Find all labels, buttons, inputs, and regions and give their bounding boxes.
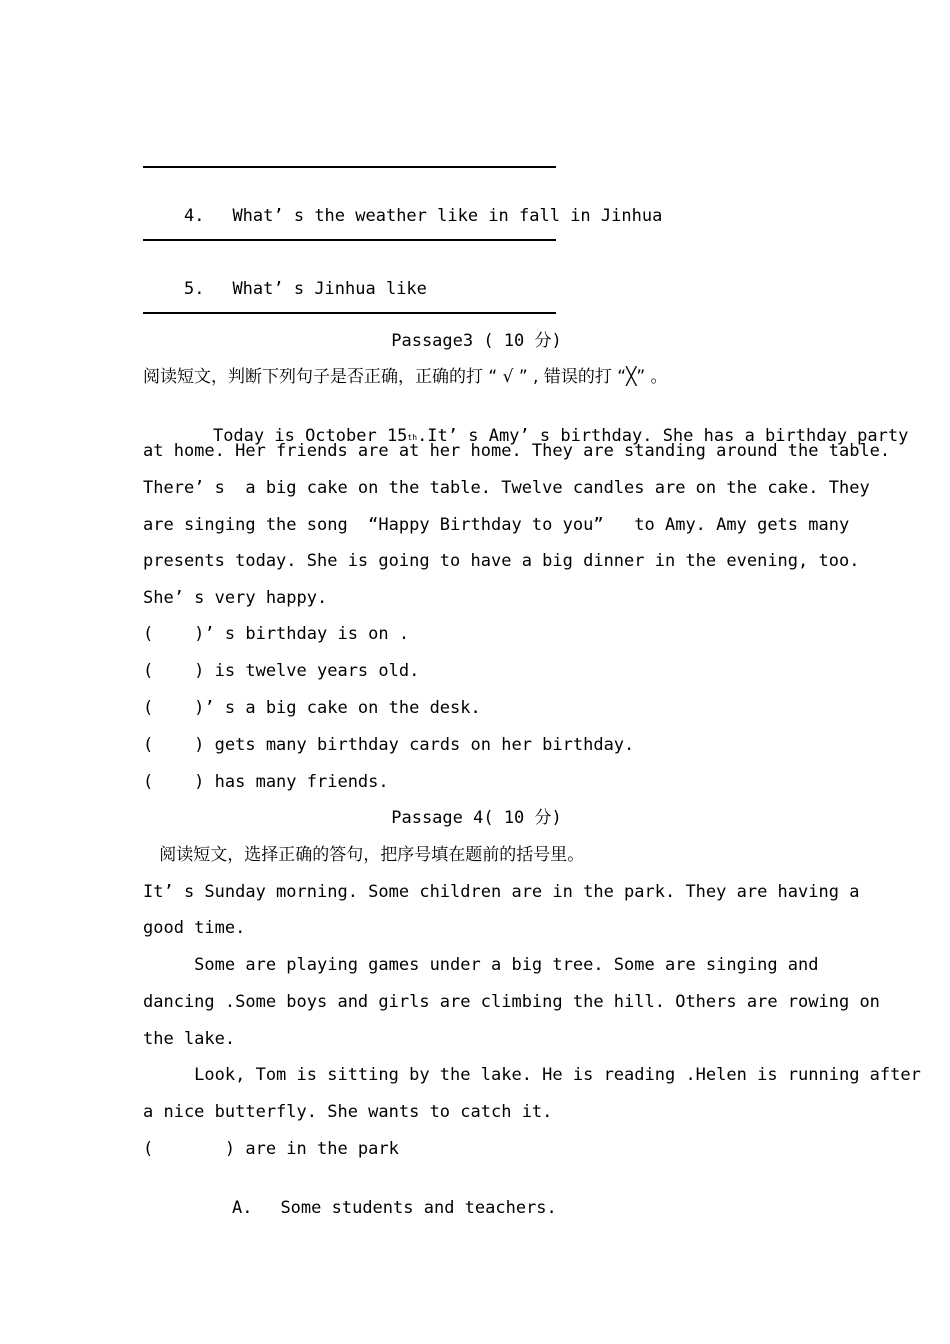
- passage3-paragraph-line: There’ s a big cake on the table. Twelve candles are on the cake. They: [143, 478, 870, 498]
- passage3-paragraph-line: She’ s very happy.: [143, 588, 328, 608]
- option-label: A.: [231, 1198, 253, 1218]
- true-false-item: ( )’ s birthday is on .: [143, 624, 410, 644]
- passage4-paragraph-line: good time.: [143, 918, 246, 938]
- question-text: What’ s the weather like in fall in Jinhua: [232, 206, 663, 226]
- ordinal-suffix: th: [407, 433, 418, 442]
- answer-line: [143, 239, 556, 241]
- answer-line: [143, 166, 556, 168]
- true-false-item: ( ) has many friends.: [143, 772, 389, 792]
- passage4-paragraph-line: Some are playing games under a big tree. Some are singing and: [143, 955, 819, 975]
- passage3-paragraph-line: presents today. She is going to have a big dinner in the evening, too.: [143, 551, 860, 571]
- true-false-item: ( ) gets many birthday cards on her birthday.: [143, 735, 635, 755]
- passage4-paragraph-line: a nice butterfly. She wants to catch it.: [143, 1102, 553, 1122]
- passage4-paragraph-line: the lake.: [143, 1029, 236, 1049]
- choice-option-a: [191, 1175, 557, 1241]
- option-text: Some students and teachers.: [280, 1198, 557, 1218]
- passage4-paragraph-line: dancing .Some boys and girls are climbing the hill. Others are rowing on: [143, 992, 880, 1012]
- passage4-paragraph-line: Look, Tom is sitting by the lake. He is reading .Helen is running after: [143, 1065, 921, 1085]
- question-number: 4.: [183, 206, 205, 226]
- passage3-paragraph-line: at home. Her friends are at her home. They are standing around the table.: [143, 441, 891, 461]
- passage4-instruction: 阅读短文，选择正确的答句，把序号填在题前的括号里。: [143, 845, 585, 865]
- passage4-paragraph-line: It’ s Sunday morning. Some children are in the park. They are having a: [143, 882, 860, 902]
- passage3-instruction: 阅读短文，判断下列句子是否正确，正确的打 “ √ ” , 错误的打 “╳” 。: [143, 367, 668, 387]
- question-number: 5.: [183, 279, 205, 299]
- question-text: What’ s Jinhua like: [232, 279, 427, 299]
- passage3-title: Passage3 ( 10 分): [391, 331, 562, 351]
- answer-line: [143, 312, 556, 314]
- passage4-title: Passage 4( 10 分): [391, 808, 562, 828]
- paragraph-text: .It’ s Amy’ s birthday. She has a birthday party: [417, 426, 909, 446]
- paragraph-text: Today is October 15: [212, 426, 408, 446]
- choice-question: ( ) are in the park: [143, 1139, 399, 1159]
- passage3-paragraph-line: are singing the song “Happy Birthday to you” to Amy. Amy gets many: [143, 515, 850, 535]
- true-false-item: ( )’ s a big cake on the desk.: [143, 698, 481, 718]
- true-false-item: ( ) is twelve years old.: [143, 661, 420, 681]
